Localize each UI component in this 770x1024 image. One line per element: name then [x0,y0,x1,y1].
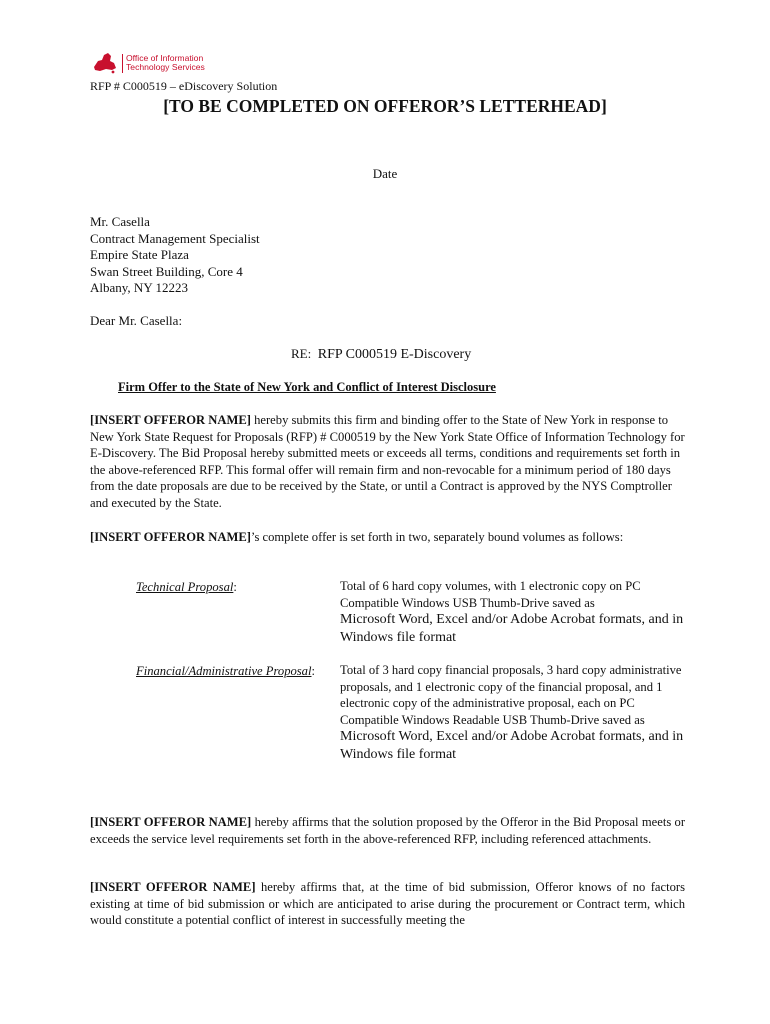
ny-state-outline-icon [92,51,118,75]
logo-org-line1: Office of Information [126,52,204,63]
paragraph-firm-offer [90,412,685,511]
offeror-name-placeholder: [INSERT OFFEROR NAME] [90,413,251,427]
logo-org-line2: Technology Services [126,62,205,72]
salutation: Dear Mr. Casella: [90,313,183,328]
technical-proposal-label-wrap: Technical Proposal: [136,580,237,594]
recipient-title: Contract Management Specialist [90,230,260,246]
re-label: RE: [291,346,312,361]
technical-formats: Microsoft Word, Excel and/or Adobe Acrobat formats, and in Windows file format [340,612,684,645]
recipient-addr3: Albany, NY 12223 [90,280,188,295]
offeror-name-placeholder: [INSERT OFFEROR NAME] [90,815,252,829]
paragraph-service-level [90,814,685,847]
recipient-address [90,214,260,297]
paragraph-text: hereby submits this firm and binding offer to the State of New York in response to New York State Request for Proposals (RFP) # C000519 by the New York State Office of Information Technology for E-Discovery. The Bid Proposal hereby submitted meets or exceeds all terms, conditions and requirements set forth in the above-referenced RFP. This formal offer will remain firm and non-revocable for a minimum period of 180 days from the date proposals are due to be received by the State, or until a Contract is approved by the NYS Comptroller and executed by the State. [90,413,685,510]
paragraph-text: ’s complete offer is set forth in two, separately bound volumes as follows: [250,530,624,544]
paragraph-volumes [90,529,685,546]
recipient-addr2: Swan Street Building, Core 4 [90,263,243,279]
date-line: Date [372,166,398,181]
recipient-name: Mr. Casella [90,214,150,229]
rfp-header-line: RFP # C000519 – eDiscovery Solution [90,79,278,93]
offeror-name-placeholder: [INSERT OFFEROR NAME] [90,880,256,894]
letterhead-placeholder: [TO BE COMPLETED ON OFFEROR’S LETTERHEAD] [163,96,607,116]
financial-proposal-desc: Total of 3 hard copy financial proposals, 3 hard copy administrative proposals, and 1 electronic copy of the financial proposal, and 1 electronic copy of the administrative proposal, each on PC Compatible Windows Readable USB Thumb-Drive saved as Microsoft Word, Excel and/or Adobe Acrobat formats, and in Windows file format [340,663,684,762]
re-line [291,346,471,363]
technical-proposal-label: Technical Proposal [136,580,234,594]
re-subject: RFP C000519 E-Discovery [317,347,472,362]
paragraph-text: hereby affirms that the solution proposed by the Offeror in the Bid Proposal meets or exceeds the service level requirements set forth in the above-referenced RFP, including referenced attachments. [90,815,686,846]
logo-text [122,54,205,73]
financial-formats: Microsoft Word, Excel and/or Adobe Acrobat formats, and in Windows file format [340,729,684,762]
technical-proposal-desc: Total of 6 hard copy volumes, with 1 electronic copy on PC Compatible Windows USB Thumb-Drive saved as Microsoft Word, Excel and/or Adobe Acrobat formats, and in Windows file format [340,579,684,645]
paragraph-conflict [90,879,685,929]
financial-proposal-label: Financial/Administrative Proposal [136,664,312,678]
section-title: Firm Offer to the State of New York and Conflict of Interest Disclosure [118,380,496,394]
offeror-name-placeholder: [INSERT OFFEROR NAME] [90,530,251,544]
paragraph-text: hereby affirms that, at the time of bid submission, Offeror knows of no factors existing at time of bid submission or which are anticipated to arise during the procurement or Contract term, which would constitute a potential conflict of interest in successfully meeting the [90,880,685,927]
financial-proposal-label-wrap: Financial/Administrative Proposal: [136,664,315,678]
nys-its-logo [92,50,242,76]
recipient-addr1: Empire State Plaza [90,247,189,262]
